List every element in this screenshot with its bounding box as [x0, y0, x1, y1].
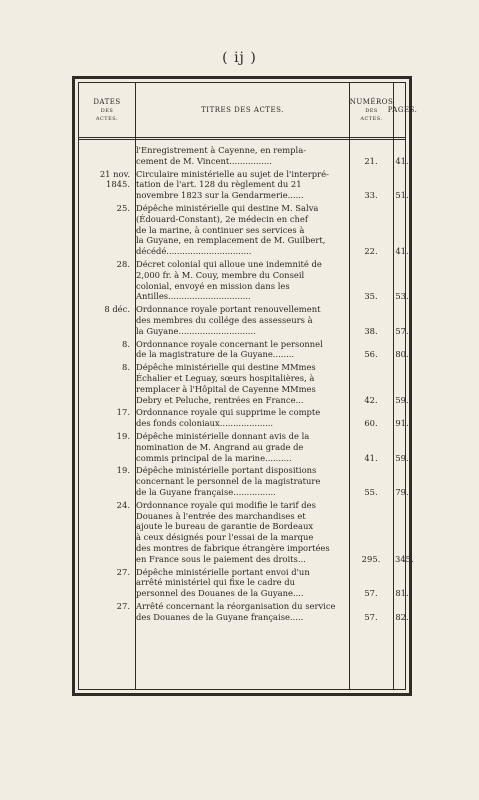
row-title: [136, 304, 349, 336]
row-number: 55.: [364, 486, 378, 497]
row-page: 91.: [395, 418, 409, 429]
row-title: [136, 362, 349, 405]
row-title-line: Circulaire ministérielle au sujet de l'interpré-: [136, 168, 329, 179]
row-title-line: 2,000 fr. à M. Couy, membre du Conseil: [136, 269, 305, 280]
row-title-line: Dépêche ministérielle portant dispositions: [136, 465, 317, 476]
table-frame: [72, 76, 418, 696]
row-date: 19.: [116, 465, 130, 476]
row-title-line: la Guyane, en remplacement de M. Guilbert,: [136, 235, 326, 246]
row-title-line: Arrêté concernant la réorganisation du service: [136, 601, 336, 611]
row-title-line: la Guyane.............................: [136, 325, 256, 336]
row-title-line: à ceux désignés pour l'essai de la marque: [136, 532, 314, 543]
row-date: 25.: [116, 203, 130, 213]
row-title-line: Décret colonial qui alloue une indemnité de: [136, 259, 322, 269]
row-number: 35.: [364, 291, 378, 302]
row-date: 27.: [116, 566, 130, 577]
row-date: 17.: [116, 407, 130, 418]
row-number: 21.: [364, 155, 378, 166]
row-title-line: des membres du collége des assesseurs à: [136, 314, 313, 325]
row-title-line: concernant le personnel de la magistrature: [136, 476, 321, 487]
row-title-line: des Douanes de la Guyane française.....: [136, 611, 304, 622]
row-page: 59.: [395, 452, 409, 463]
row-page: 80.: [395, 349, 409, 360]
row-number: 42.: [364, 394, 378, 405]
row-number: 38.: [364, 325, 378, 336]
row-title-line: Debry et Peluche, rentrées en France...: [136, 394, 304, 405]
row-title-line: Dépêche ministérielle qui destine M. Salva: [136, 203, 319, 213]
row-title-line: Antilles...............................: [136, 291, 251, 302]
row-title-line: Ordonnance royale qui modifie le tarif des: [136, 499, 316, 510]
row-number: 41.: [364, 452, 378, 463]
row-title: [136, 145, 349, 167]
table-body: [79, 145, 414, 689]
row-page: 53.: [395, 291, 409, 302]
row-page: 41.: [395, 155, 409, 166]
row-title-line: en France sous le paiement des droits...: [136, 553, 306, 564]
table-header: [79, 83, 418, 140]
row-number: 295.: [361, 553, 381, 564]
row-page: 82.: [395, 611, 409, 622]
row-title-line: cement de M. Vincent................: [136, 155, 272, 166]
row-date: 19.: [116, 431, 130, 441]
row-date: 8 déc.: [104, 304, 130, 315]
row-page: 79.: [395, 486, 409, 497]
row-title-line: de la Guyane française................: [136, 486, 276, 497]
row-title-line: Douanes à l'entrée des marchandises et: [136, 510, 306, 521]
row-title: [136, 169, 349, 201]
page-number: ( ij ): [222, 50, 257, 66]
row-number: 60.: [364, 418, 378, 429]
row-page: 81.: [395, 588, 409, 599]
row-title-line: commis principal de la marine..........: [136, 452, 292, 463]
row-title-line: Ordonnance royale concernant le personnel: [136, 338, 323, 349]
row-title-line: Dépêche ministérielle qui destine MMmes: [136, 362, 316, 373]
row-title-line: Ordonnance royale qui supprime le compte: [136, 407, 321, 418]
row-title-line: décédé................................: [136, 246, 252, 257]
row-title: [136, 465, 349, 497]
row-title-line: ajoute le bureau de garantie de Bordeaux: [136, 521, 314, 532]
table: [78, 82, 418, 690]
row-title-line: de la magistrature de la Guyane........: [136, 349, 295, 360]
row-page: 51.: [395, 190, 409, 201]
row-number: 22.: [364, 246, 378, 257]
row-title-line: des montres de fabrique étrangère importées: [136, 542, 330, 553]
row-title-line: colonial, envoyé en mission dans les: [136, 280, 290, 291]
row-title-line: arrêté ministériel qui fixe le cadre du: [136, 577, 295, 588]
row-title-line: l'Enregistrement à Cayenne, en rempla-: [136, 145, 307, 155]
row-number: 56.: [364, 349, 378, 360]
row-title: [136, 259, 349, 302]
row-title-line: tation de l'art. 128 du règlement du 21: [136, 179, 302, 190]
row-number: 57.: [364, 611, 378, 622]
header-pages: PAGES.: [387, 105, 418, 114]
row-title: [136, 203, 349, 257]
row-title: [136, 407, 349, 429]
row-title-line: (Édouard-Constant), 2e médecin en chef: [136, 213, 308, 224]
row-page: 41.: [395, 246, 409, 257]
row-title-line: remplacer à l'Hôpital de Cayenne MMmes: [136, 383, 316, 394]
row-date: 8.: [122, 362, 130, 373]
header-dates: DATES DES ACTES.: [93, 97, 121, 122]
row-date: 21 nov. 1845.: [99, 168, 130, 190]
row-title: [136, 567, 349, 599]
row-page: 57.: [395, 325, 409, 336]
row-title-line: Dépêche ministérielle portant envoi d'un: [136, 566, 310, 577]
row-number: 57.: [364, 588, 378, 599]
row-number: 33.: [364, 190, 378, 201]
row-title-line: Échalier et Leguay, sœurs hospitalières, à: [136, 372, 315, 383]
row-date: 8.: [122, 338, 130, 349]
row-title-line: personnel des Douanes de la Guyane....: [136, 588, 304, 599]
row-date: 28.: [116, 259, 130, 269]
row-title: [136, 339, 349, 361]
row-title: [136, 601, 349, 623]
row-page: 59.: [395, 394, 409, 405]
row-title-line: Dépêche ministérielle donnant avis de la: [136, 431, 310, 441]
row-title: [136, 500, 349, 565]
row-date: 24.: [116, 499, 130, 510]
header-numeros: NUMÉROS DES ACTES.: [349, 97, 394, 122]
row-title-line: de la marine, à continuer ses services à: [136, 224, 305, 235]
row-title-line: Ordonnance royale portant renouvellement: [136, 304, 321, 315]
row-title-line: nomination de M. Angrand au grade de: [136, 441, 304, 452]
row-date: 27.: [116, 601, 130, 611]
row-title-line: novembre 1823 sur la Gendarmerie......: [136, 190, 304, 201]
header-titres: TITRES DES ACTES.: [201, 105, 284, 114]
row-page: 345.: [395, 553, 414, 564]
row-title-line: des fonds coloniaux....................: [136, 418, 274, 429]
row-title: [136, 431, 349, 463]
